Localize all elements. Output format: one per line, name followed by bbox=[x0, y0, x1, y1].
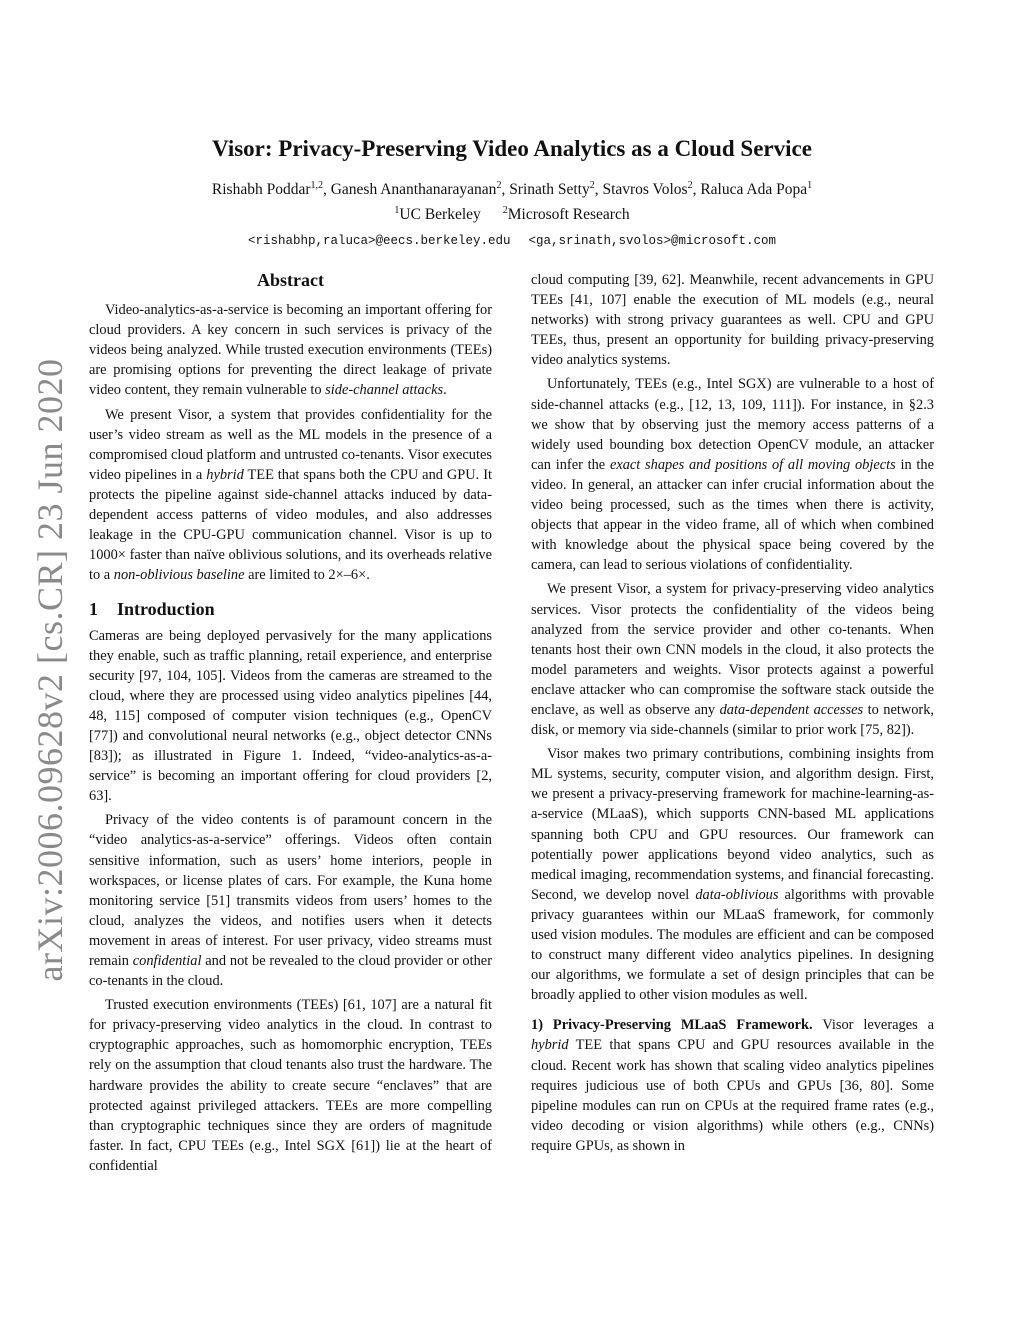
right-column bbox=[531, 270, 934, 1156]
author-affil-mark: 1,2 bbox=[310, 179, 323, 191]
author-affil-mark: 2 bbox=[496, 179, 502, 191]
paper-title: Visor: Privacy-Preserving Video Analytics as a Cloud Service bbox=[212, 136, 812, 161]
body-paragraph: 1) Privacy-Preserving MLaaS Framework. Visor leverages a hybrid TEE that spans CPU and GPU resources available in the cloud. Recent work has shown that scaling video analytics pipelines requires judicious use of both CPUs and GPUs [36, 80]. Some pipeline modules can run on CPUs at the required frame rates (e.g., video decoding or vision algorithms) while others (e.g., CNNs) require GPUs, as shown in bbox=[531, 1017, 934, 1154]
affil-mark: 2 bbox=[502, 204, 508, 216]
author-name: Srinath Setty bbox=[509, 181, 590, 198]
arxiv-side-label bbox=[22, 360, 78, 980]
body-paragraph: Privacy of the video contents is of paramount concern in the “video analytics-as-a-service” offerings. Videos often contain sensitive information, such as users’ home interiors, people in workspaces, or license plates of cars. For example, the Kuna home monitoring service [51] transmits videos from users’ homes to the cloud, analyzes the videos, and notifies users when it detects movement in areas of interest. For user privacy, video streams must remain confidential and not be revealed to the cloud provider or other co-tenants in the cloud. bbox=[89, 812, 492, 990]
body-paragraph: Visor makes two primary contributions, combining insights from ML systems, security, computer vision, and algorithm design. First, we present a privacy-preserving framework for machine-learning-as-a-service (MLaaS), which supports CNN-based ML applications spanning both CPU and GPU resources. Our framework can potentially power applications beyond video analytics, such as medical imaging, recommendation systems, and financial forecasting. Second, we develop novel data-oblivious algorithms with provable privacy guarantees within our MLaaS framework, for commonly used vision modules. The modules are efficient and can be composed to construct many different video analytics pipelines. In designing our algorithms, we formulate a set of design principles that can be broadly applied to other vision modules as well. bbox=[531, 746, 934, 1004]
body-paragraph: We present Visor, a system for privacy-preserving video analytics services. Visor protects the confidentiality of the videos being analyzed from the service provider and other co-tenants. When tenants host their own CNN models in the cloud, it also protects the model parameters and weights. Visor protects against a powerful enclave attacker who can compromise the software stack outside the enclave, as well as observe any data-dependent accesses to network, disk, or memory via side-channels (similar to prior work [75, 82]). bbox=[531, 581, 934, 739]
author-affil-mark: 2 bbox=[589, 179, 595, 191]
abstract-paragraph: We present Visor, a system that provides confidentiality for the user’s video stream as well as the ML models in the presence of a compromised cloud platform and untrusted co-tenants. Visor executes video pipelines in a hybrid TEE that spans both the CPU and GPU. It protects the pipeline against side-channel attacks induced by data-dependent access patterns of video modules, and also addresses leakage in the CPU-GPU communication channel. Visor is up to 1000× faster than naïve oblivious solutions, and its overheads relative to a non-oblivious baseline are limited to 2×–6×. bbox=[89, 406, 492, 584]
author-name: Stavros Volos bbox=[602, 181, 688, 198]
author-name: Raluca Ada Popa bbox=[700, 181, 808, 198]
run-in-heading: 1) Privacy-Preserving MLaaS Framework. bbox=[531, 1017, 813, 1034]
author-name: Rishabh Poddar bbox=[211, 181, 311, 198]
affiliation-list bbox=[0, 206, 1024, 224]
affil-mark: 1 bbox=[394, 204, 400, 216]
email: <rishabhp,raluca>@eecs.berkeley.edu bbox=[247, 234, 511, 248]
body-paragraph: Trusted execution environments (TEEs) [61, 107] are a natural fit for privacy-preserving video analytics in the cloud. In contrast to cryptographic approaches, such as homomorphic encryption, TEEs rely on the assumption that cloud tenants also trust the hardware. The hardware provides the ability to create secure “enclaves” that are protected against privileged attackers. TEEs are more compelling than cryptographic techniques since they are orders of magnitude faster. In fact, CPU TEEs (e.g., Intel SGX [61]) lie at the heart of confidential bbox=[89, 997, 492, 1174]
left-column bbox=[89, 270, 492, 1176]
email: <ga,srinath,svolos>@microsoft.com bbox=[528, 234, 777, 248]
body-paragraph: cloud computing [39, 62]. Meanwhile, recent advancements in GPU TEEs [41, 107] enable the execution of ML models (e.g., neural networks) with strong privacy guarantees as well. CPU and GPU TEEs, thus, present an opportunity for building privacy-preserving video analytics systems. bbox=[531, 272, 934, 369]
arxiv-id: arXiv:2006.09628v2 [cs.CR] 23 Jun 2020 bbox=[30, 358, 70, 982]
abstract-heading: Abstract bbox=[257, 270, 324, 290]
body-paragraph: Unfortunately, TEEs (e.g., Intel SGX) are vulnerable to a host of side-channel attacks (e.g., [12, 13, 109, 111]). For instance, in §2.3 we show that by observing just the memory access patterns of a widely used bounding box detection OpenCV module, an attacker can infer the exact shapes and positions of all moving objects in the video. In general, an attacker can infer crucial information about the video being processed, such as the times when there is activity, objects that appear in the video frame, all of which when combined with knowledge about the physical space being covered by the camera, can lead to serious violations of confidentiality. bbox=[531, 376, 934, 574]
abstract-paragraph: Video-analytics-as-a-service is becoming an important offering for cloud providers. A key concern in such services is privacy of the videos being analyzed. While trusted execution environments (TEEs) are promising options for preventing the direct leakage of private video content, they remain vulnerable to side-channel attacks. bbox=[89, 302, 492, 399]
author-list: Rishabh Poddar$^{1,2}$, Ganesh Ananthanarayanan$^2$, Srinath Setty$^2$, Stavros Volos$^2$, Raluca Ada Popa$^1$ bbox=[211, 179, 813, 198]
author-name: Ganesh Ananthanarayanan bbox=[330, 181, 497, 198]
author-affil-mark: 1 bbox=[807, 179, 813, 191]
body-paragraph: Cameras are being deployed pervasively for the many applications they enable, such as traffic planning, retail experience, and enterprise security [97, 104, 105]. Videos from the cameras are streamed to the cloud, where they are processed using video analytics pipelines [44, 48, 115] composed of computer vision techniques (e.g., OpenCV [77]) and convolutional neural networks (e.g., object detector CNNs [83]); as illustrated in Figure 1. Indeed, “video-analytics-as-a-service” is becoming an important offering for cloud providers [2, 63]. bbox=[89, 627, 492, 805]
affiliation: Microsoft Research bbox=[507, 206, 630, 223]
email-list bbox=[0, 234, 1024, 248]
affiliation: UC Berkeley bbox=[399, 206, 481, 223]
section-heading: 1 Introduction bbox=[89, 599, 215, 620]
author-affil-mark: 2 bbox=[687, 179, 693, 191]
